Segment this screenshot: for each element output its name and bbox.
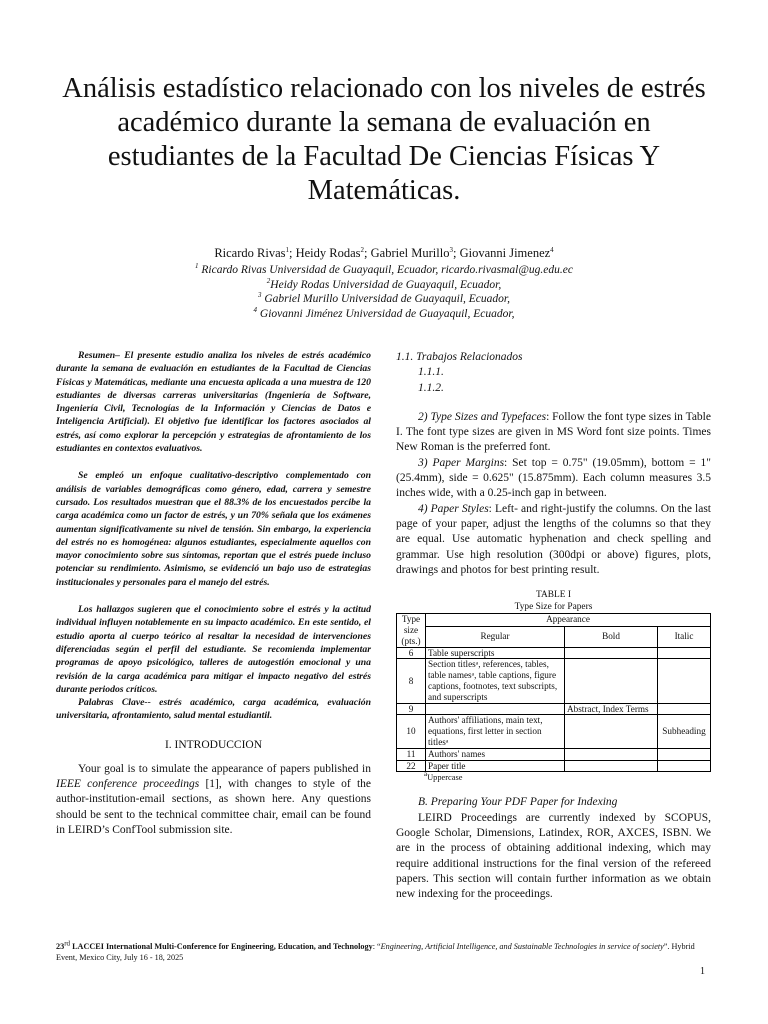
table-cell	[565, 748, 658, 760]
footnote-text: Uppercase	[427, 773, 463, 783]
left-column	[56, 349, 371, 838]
affiliation-text: Giovanni Jiménez Universidad de Guayaquil, Ecuador,	[257, 308, 515, 320]
table-cell	[426, 703, 565, 715]
author-index: 2	[360, 245, 365, 254]
abstract-paragraph: Se empleó un enfoque cualitativo-descriptivo complementado con análisis de variables demográficas como género, edad, carrera y semestre cursado. Los resultados muestran que el 88.3% de los encuestados percibe la carga académica como un factor de estrés, y un 70% señala que los exámenes aumentan significativamente su nivel de tensión. Sin embargo, la experiencia del estrés no es homogénea: algunos estudiantes, especialmente aquellos con mayor conocimiento sobre sus síntomas, reportan que el estrés puede incluso potenciar su rendimiento. Asimismo, se evidenció un bajo uso de estrategias institucionales y personales para el manejo del estrés.	[56, 470, 371, 588]
table-cell	[565, 760, 658, 772]
table-row	[397, 647, 711, 659]
subsection-heading: 1.1. Trabajos Relacionados	[396, 351, 523, 363]
author-index: 1	[285, 245, 289, 254]
intro-text: Your goal is to simulate the appearance of papers published in	[78, 762, 371, 775]
affiliation-text: Ricardo Rivas Universidad de Guayaquil, Ecuador, ricardo.rivasmal@ug.edu.ec	[198, 264, 573, 276]
subsubsection-heading: 1.1.2.	[418, 381, 444, 394]
paragraph-text: : Follow the font type sizes in Table I. The font type sizes are given in MS Word font size points. Times New Roman is the preferred font.	[396, 410, 711, 454]
affiliation-line	[56, 278, 712, 292]
table-cell: Subheading	[658, 715, 711, 748]
table-cell	[658, 647, 711, 659]
footnote-mark: a	[424, 770, 428, 779]
author-list	[56, 246, 712, 261]
affiliation-line	[56, 263, 712, 277]
table-cell: 9	[397, 703, 426, 715]
table-header-cell: Appearance	[426, 614, 711, 626]
table-cell: Table superscripts	[426, 647, 565, 659]
paragraph-lead: 2) Type Sizes and Typefaces	[418, 410, 547, 423]
table-cell: Paper title	[426, 760, 565, 772]
subsection-heading: B. Preparing Your PDF Paper for Indexing	[418, 796, 618, 809]
table-cell	[565, 715, 658, 748]
conference-footer	[56, 941, 712, 963]
table-cell	[658, 703, 711, 715]
intro-text: [1], with changes to style of the author-institution-email sections, as shown here. Any questions should be sent to the technical committee chair, email can be found in LEIRD’s ConfTool submission site.	[56, 778, 372, 836]
author-name: Giovanni Jimenez	[459, 246, 551, 260]
paragraph-text: : Set top = 0.75" (19.05mm), bottom = 1" (25.4mm), side = 0.625" (15.875mm). Each column measures 3.5 inches wide, with a 0.25-inch gap in between.	[396, 456, 711, 500]
table-cell: Authors' names	[426, 748, 565, 760]
table-cell	[565, 647, 658, 659]
affiliation-line	[56, 307, 712, 321]
author-separator: ;	[452, 246, 460, 260]
table-row	[397, 715, 711, 748]
table-cell: Authors' affiliations, main text, equations, first letter in section titlesᵃ	[426, 715, 565, 748]
footer-number: 23	[56, 942, 65, 951]
paper-title: Análisis estadístico relacionado con los niveles de estrés académico durante la semana de evaluación en estudiantes de la Facultad De Ciencias Físicas Y Matemáticas.	[62, 73, 706, 206]
table-cell	[658, 760, 711, 772]
table-cell: 10	[397, 715, 426, 748]
author-index: 4	[550, 245, 554, 254]
affiliation-index: 4	[253, 306, 258, 315]
table-cell: 8	[397, 659, 426, 703]
body-paragraph	[396, 456, 711, 502]
paragraph-lead: 3) Paper Margins	[418, 456, 505, 469]
footer-tail: ”. Hybrid Event, Mexico City, July 16 - 18, 2025	[56, 942, 695, 962]
body-paragraph	[396, 410, 711, 456]
footer-theme: Engineering, Artificial Intelligence, and Sustainable Technologies in service of society	[380, 942, 664, 951]
affiliation-index: 1	[195, 262, 199, 271]
table-cell: 11	[397, 748, 426, 760]
paragraph-text: : Left- and right-justify the columns. On the last page of your paper, adjust the lengths of the columns so that they are equal. Use automatic hyphenation and check spelling and grammar. Use high resolution (300dpi or above) figures, plots, drawings and photos for best printing result.	[396, 502, 711, 576]
section-heading: I. INTRODUCCION	[164, 738, 263, 751]
footer-conference: LACCEI International Multi-Conference for Engineering, Education, and Technology	[70, 942, 373, 951]
table-cell: 22	[397, 760, 426, 772]
author-name: Heidy Rodas	[295, 246, 361, 260]
table-header-cell: Bold	[565, 626, 658, 647]
table-cell	[658, 748, 711, 760]
abstract-paragraph: Los hallazgos sugieren que el conocimiento sobre el estrés y la actitud individual influyen notablemente en su impacto académico. En este sentido, el estudio aporta al cuerpo teórico al resaltar la necesidad de intervenciones diferenciadas según el perfil del estudiante. Se recomienda implementar programas de apoyo psicológico, talleres de autogestión emocional y una revisión de la carga académica para mitigar el impacto negativo del estrés durante periodos críticos.	[56, 604, 371, 695]
affiliation-text: Gabriel Murillo Universidad de Guayaquil, Ecuador,	[261, 293, 510, 305]
table-block	[396, 590, 711, 784]
intro-italic: IEEE conference proceedings	[56, 778, 200, 791]
table-row	[397, 760, 711, 772]
keywords: Palabras Clave-- estrés académico, carga académica, evaluación universitaria, afrontamiento, salud mental estudiantil.	[56, 697, 371, 722]
table-cell: Section titlesᵃ, references, tables, table namesᵃ, table captions, figure captions, footnotes, text subscripts, and superscripts	[426, 659, 565, 703]
table-cell: 6	[397, 647, 426, 659]
affiliation-text: Heidy Rodas Universidad de Guayaquil, Ecuador,	[270, 279, 502, 291]
table-label: TABLE I	[536, 590, 571, 601]
table-footnote	[396, 772, 711, 784]
table-cell	[658, 659, 711, 703]
table-header-cell: Italic	[658, 626, 711, 647]
table-header-cell: Regular	[426, 626, 565, 647]
table-row	[397, 748, 711, 760]
right-column	[396, 350, 711, 902]
table-cell: Abstract, Index Terms	[565, 703, 658, 715]
author-separator: ;	[288, 246, 296, 260]
subsubsection-heading: 1.1.1.	[418, 366, 444, 379]
body-paragraph	[396, 502, 711, 578]
affiliation-index: 2	[266, 277, 271, 286]
author-index: 3	[449, 245, 453, 254]
table-header-cell: Type size (pts.)	[397, 614, 426, 647]
type-size-table	[396, 613, 711, 772]
abstract-paragraph: Resumen– El presente estudio analiza los niveles de estrés académico durante la semana de evaluación en estudiantes de la Facultad de Ciencias Físicas y Matemáticas, mediante una encuesta aplicada a una muestra de 120 estudiantes de diversas carreras universitarias (Ingeniería de Software, Ingeniería Civil, Tecnologías de la Información y Ciencias de Datos e Inteligencia Artificial). El objetivo fue identificar los factores asociados al estrés, así como explorar la percepción y estrategias de afrontamiento de los estudiantes en contextos evaluativos.	[56, 350, 371, 455]
author-name: Ricardo Rivas	[214, 246, 286, 260]
table-row	[397, 659, 711, 703]
page-number: 1	[700, 966, 705, 977]
paragraph-lead: 4) Paper Styles	[418, 502, 489, 515]
affiliation-line	[56, 292, 712, 306]
body-paragraph: LEIRD Proceedings are currently indexed by SCOPUS, Google Scholar, Dimensions, Latindex, ROR, AXCES, ISBN. We are in the process of obtaining additional indexing, which may require additional instructions for the final version of the refereed papers. This section will contain further information as we obtain new indexing for the proceedings.	[396, 811, 711, 901]
footer-sep: : “	[372, 942, 381, 951]
author-separator: ;	[364, 246, 371, 260]
table-caption: Type Size for Papers	[514, 601, 593, 612]
affiliation-index: 3	[257, 291, 262, 300]
intro-paragraph	[56, 762, 371, 838]
footer-ordinal: rd	[64, 939, 71, 948]
table-cell	[565, 659, 658, 703]
table-row	[397, 703, 711, 715]
author-name: Gabriel Murillo	[370, 246, 450, 260]
